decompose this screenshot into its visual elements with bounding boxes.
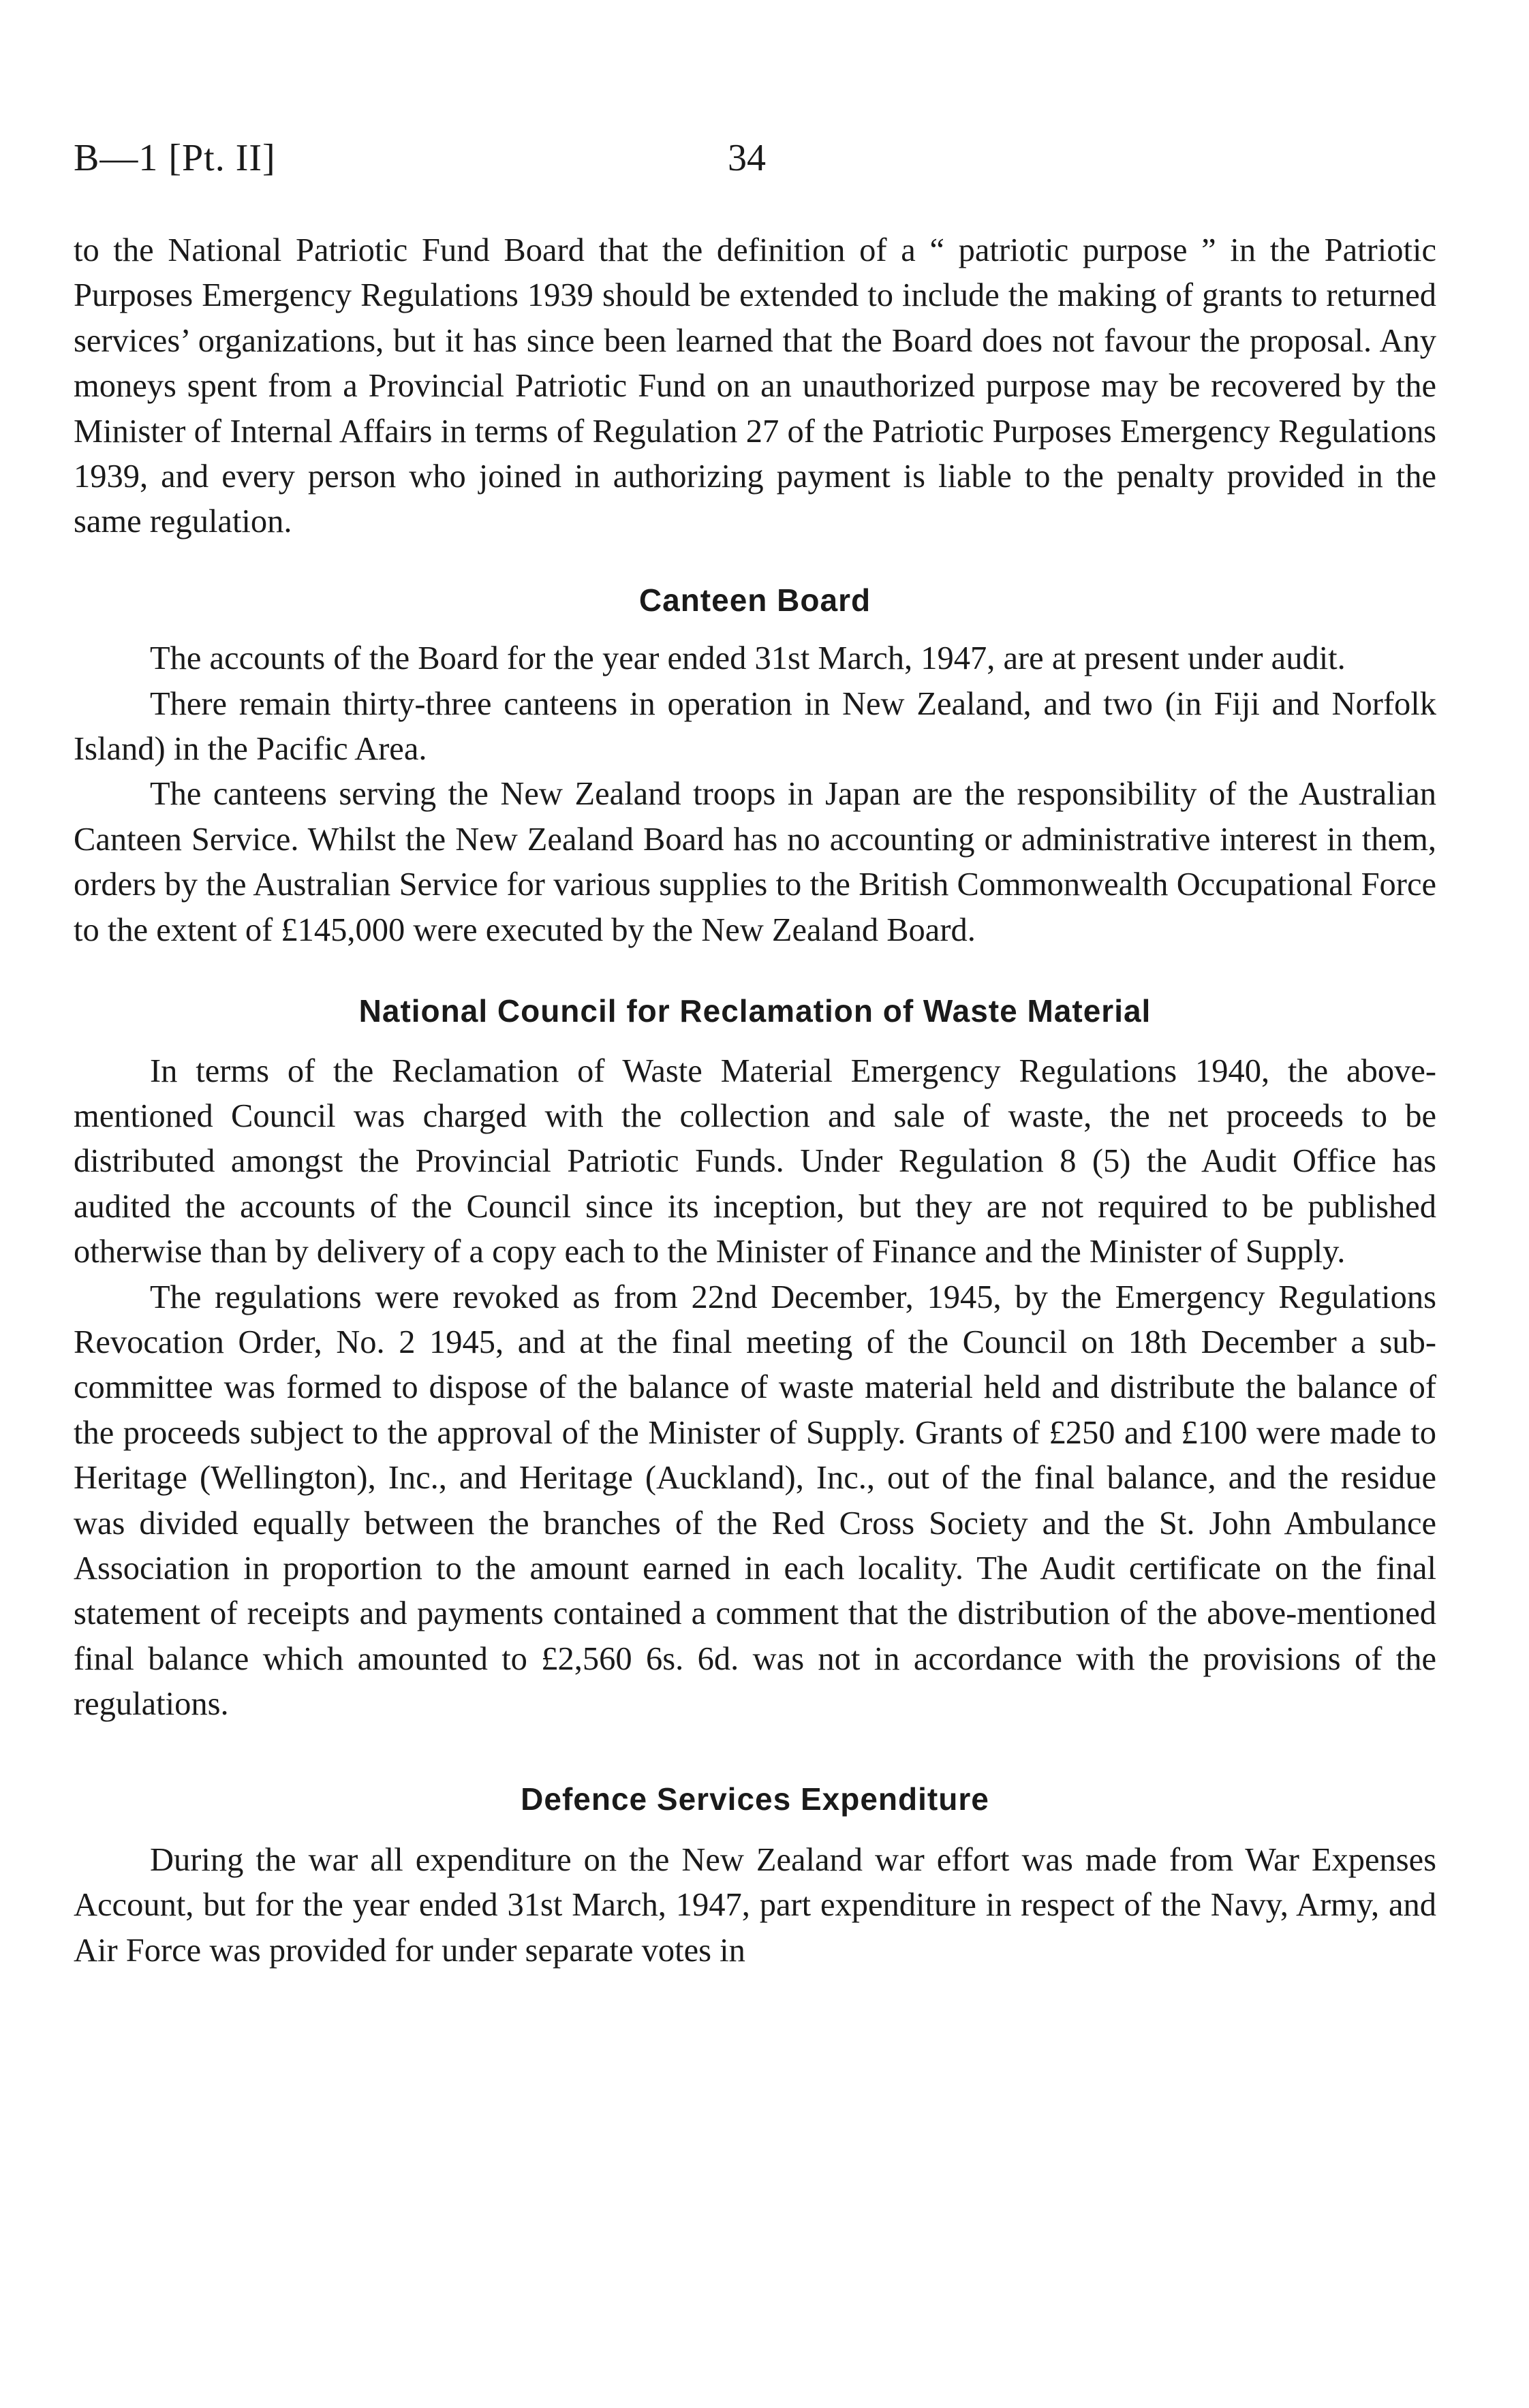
document-reference: B—1 [Pt. II] xyxy=(74,137,276,179)
canteen-board-paragraph: There remain thirty-three canteens in operation in New Zealand, and two (in Fiji and Norfolk Island) in the Pacific Area. xyxy=(74,685,1436,768)
canteen-board-heading: Canteen Board xyxy=(638,582,871,618)
waste-material-paragraph: The regulations were revoked as from 22nd December, 1945, by the Emergency Regulations Revocation Order, No. 2 1945, and at the final meeting of the Council on 18th December a sub-committee was formed to dispose of the balance of waste material held and distribute the balance of the proceeds subject to the approval of the Minister of Supply. Grants of £250 and £100 were made to Heritage (Wellington), Inc., and Heritage (Auckland), Inc., out of the final balance, and the residue was divided equally between the branches of the Red Cross Society and the St. John Ambulance Association in proportion to the amount earned in each locality. The Audit certificate on the final statement of receipts and payments contained a comment that the distribution of the above-mentioned final balance which amounted to £2,560 6s. 6d. was not in accordance with the provisions of the regulations. xyxy=(74,1279,1436,1723)
defence-services-paragraph: During the war all expenditure on the New Zealand war effort was made from War Expenses Account, but for the year ended 31st March, 1947, part expenditure in respect of the Navy, Army, and Air Force was provided for under separate votes in xyxy=(74,1842,1436,1969)
page-body xyxy=(74,228,1436,1973)
canteen-board-paragraph: The canteens serving the New Zealand troops in Japan are the responsibility of the Australian Canteen Service. Whilst the New Zealand Board has no accounting or administrative interest in them, orders by the Australian Service for various supplies to the British Commonwealth Occupational Force to the extent of £145,000 were executed by the New Zealand Board. xyxy=(74,776,1436,948)
defence-services-heading: Defence Services Expenditure xyxy=(521,1781,989,1817)
waste-material-paragraph: In terms of the Reclamation of Waste Material Emergency Regulations 1940, the above-mentioned Council was charged with the collection and sale of waste, the net proceeds to be distributed amongst the Provincial Patriotic Funds. Under Regulation 8 (5) the Audit Office has audited the accounts of the Council since its inception, but they are not required to be published otherwise than by delivery of a copy each to the Minister of Finance and the Minister of Supply. xyxy=(74,1052,1436,1270)
page-header xyxy=(74,136,1450,191)
page-number: 34 xyxy=(728,137,766,179)
intro-paragraph: to the National Patriotic Fund Board that the definition of a “ patriotic purpose ” in the Patriotic Purposes Emergency Regulations 1939 should be extended to include the making of grants to returned services’ organizations, but it has since been learned that the Board does not favour the proposal. Any moneys spent from a Provincial Patriotic Fund on an unauthorized purpose may be recovered by the Minister of Internal Affairs in terms of Regulation 27 of the Patriotic Purposes Emergency Regulations 1939, and every person who joined in authorizing payment is liable to the penalty provided in the same regulation. xyxy=(74,232,1436,540)
waste-material-heading: National Council for Reclamation of Waste Material xyxy=(358,993,1152,1029)
canteen-board-paragraph: The accounts of the Board for the year ended 31st March, 1947, are at present under audit. xyxy=(150,640,1346,677)
